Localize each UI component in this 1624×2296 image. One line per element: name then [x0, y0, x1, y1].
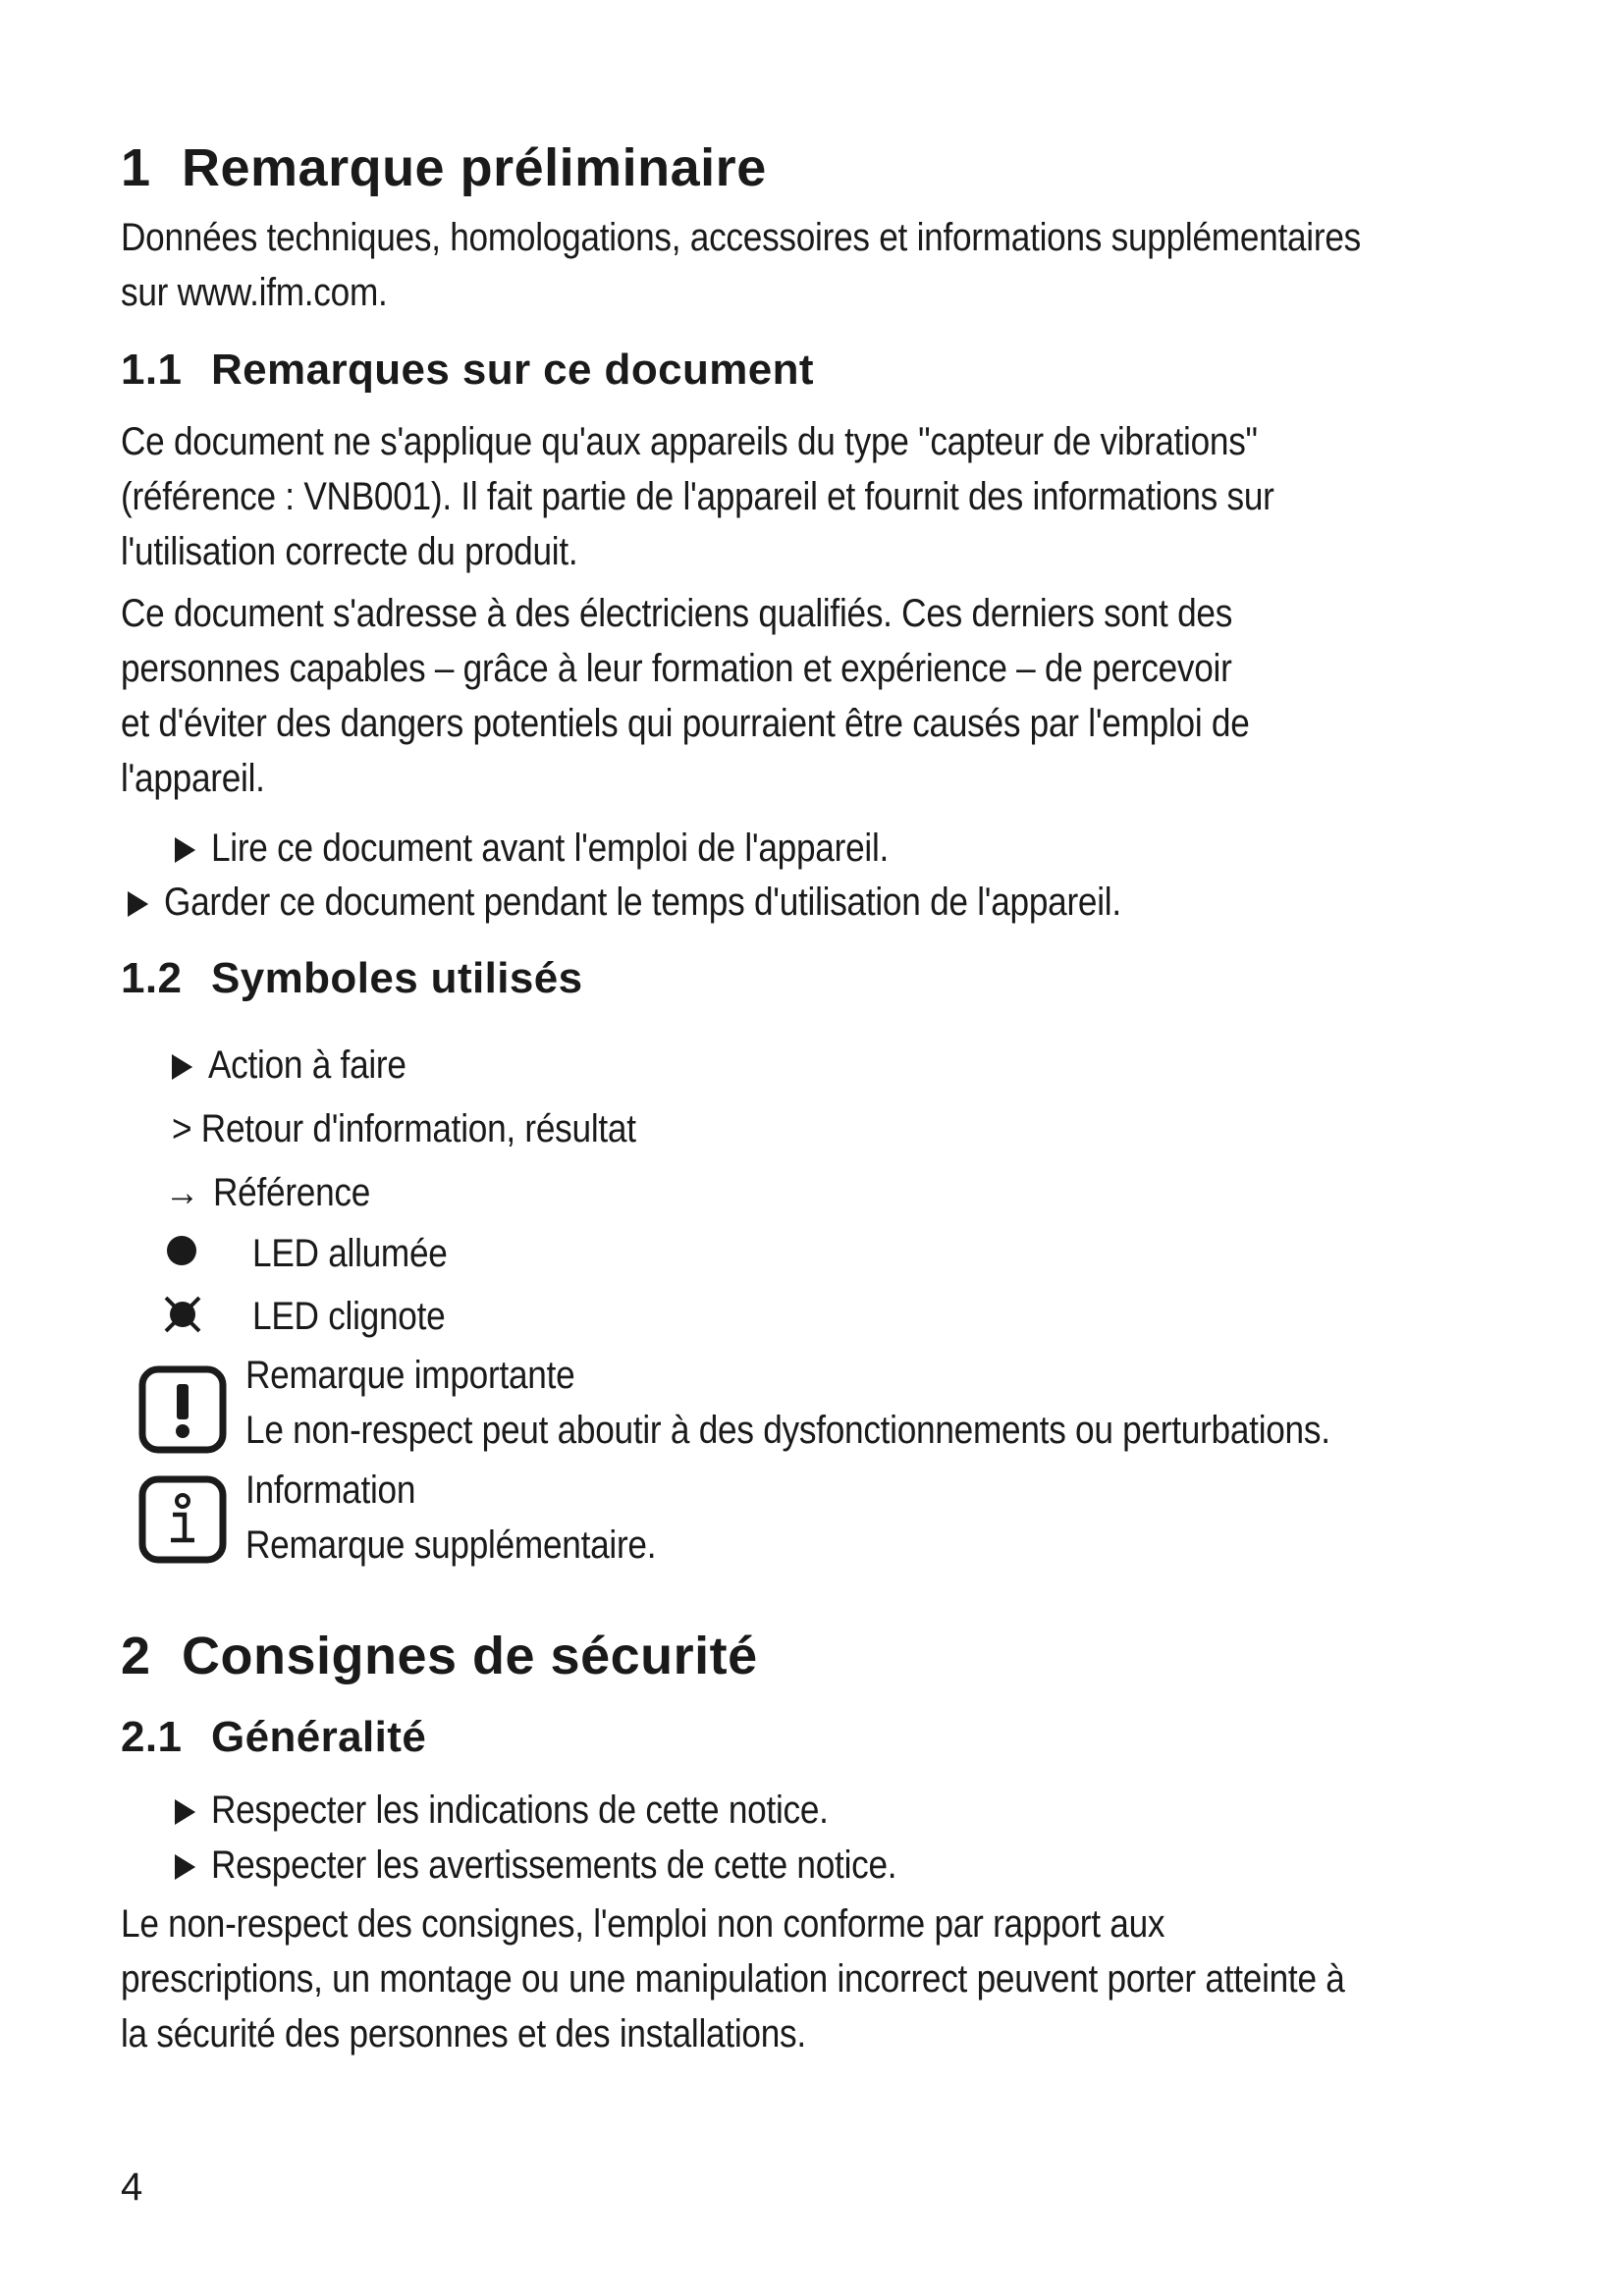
text-line: Ce document ne s'applique qu'aux appareils du type "capteur de vibrations" [121, 420, 1258, 463]
section-title: Symboles utilisés [211, 954, 583, 1002]
led-on-icon [167, 1236, 196, 1265]
instruction-text: Garder ce document pendant le temps d'utilisation de l'appareil. [163, 881, 1121, 924]
instruction-text: Respecter les avertissements de cette notice. [210, 1843, 897, 1887]
section-number: 2.1 [121, 1713, 183, 1761]
instruction-item [128, 875, 1121, 930]
action-triangle-icon [175, 1854, 195, 1880]
text-line: la sécurité des personnes et des installations. [121, 2012, 806, 2056]
symbol-title: Remarque importante [245, 1354, 575, 1397]
instruction-text: Respecter les indications de cette notice. [210, 1789, 829, 1832]
action-triangle-icon [175, 837, 195, 863]
text-line: sur www.ifm.com. [121, 271, 388, 314]
section-title: Consignes de sécurité [182, 1627, 758, 1685]
text-line: Données techniques, homologations, accessoires et informations supplémentaires [121, 216, 1361, 259]
section-1-intro [121, 210, 1361, 320]
instruction-text: Lire ce document avant l'emploi de l'appareil. [210, 827, 890, 870]
section-number: 1 [121, 138, 151, 197]
text-line: (référence : VNB001). Il fait partie de l'appareil et fournit des informations sur [121, 475, 1274, 518]
action-triangle-icon [175, 1799, 195, 1825]
symbol-label: Action à faire [207, 1043, 406, 1087]
text-line: et d'éviter des dangers potentiels qui pourraient être causés par l'emploi de [121, 702, 1250, 745]
important-warning-icon [137, 1364, 228, 1455]
page-number: 4 [121, 2165, 143, 2209]
symbol-label: > Retour d'information, résultat [172, 1107, 636, 1150]
section-2-1-paragraph [121, 1896, 1345, 2061]
section-1-1-paragraph-1 [121, 414, 1274, 579]
symbol-reference [165, 1165, 370, 1220]
section-2-1-heading [121, 1713, 426, 1762]
symbol-led-flash-label: LED clignote [252, 1295, 446, 1338]
text-line: l'appareil. [121, 757, 265, 800]
text-line: prescriptions, un montage ou une manipulation incorrect peuvent porter atteinte à [121, 1957, 1345, 2001]
symbol-description: Remarque supplémentaire. [245, 1523, 657, 1567]
section-title: Remarques sur ce document [211, 346, 814, 394]
text-line: personnes capables – grâce à leur formation et expérience – de percevoir [121, 647, 1232, 690]
text-line: Ce document s'adresse à des électriciens qualifiés. Ces derniers sont des [121, 592, 1233, 635]
instruction-item [175, 1838, 896, 1893]
symbol-title: Information [245, 1468, 416, 1512]
symbol-action [172, 1038, 406, 1093]
symbol-feedback [172, 1101, 636, 1156]
section-number: 2 [121, 1627, 151, 1685]
symbol-information [245, 1463, 656, 1573]
section-1-heading [121, 137, 767, 198]
symbol-important [245, 1348, 1330, 1458]
section-1-2-heading [121, 954, 583, 1003]
symbol-label: Référence [213, 1171, 371, 1214]
instruction-item [175, 821, 889, 876]
section-number: 1.2 [121, 954, 183, 1002]
text-line: Le non-respect des consignes, l'emploi non conforme par rapport aux [121, 1902, 1165, 1946]
section-number: 1.1 [121, 346, 183, 394]
instruction-item [175, 1783, 829, 1838]
information-icon [137, 1474, 228, 1565]
section-1-1-paragraph-2 [121, 586, 1250, 806]
section-title: Remarque préliminaire [182, 138, 767, 197]
text-line: l'utilisation correcte du produit. [121, 530, 578, 573]
led-flashing-icon [162, 1294, 203, 1335]
action-triangle-icon [172, 1054, 192, 1080]
section-1-1-heading [121, 346, 814, 395]
symbol-description: Le non-respect peut aboutir à des dysfonctionnements ou perturbations. [245, 1409, 1330, 1452]
section-2-heading [121, 1626, 758, 1686]
section-title: Généralité [211, 1713, 427, 1761]
arrow-right-icon: → [165, 1171, 199, 1214]
symbol-led-on-label: LED allumée [252, 1232, 448, 1275]
action-triangle-icon [128, 891, 148, 917]
